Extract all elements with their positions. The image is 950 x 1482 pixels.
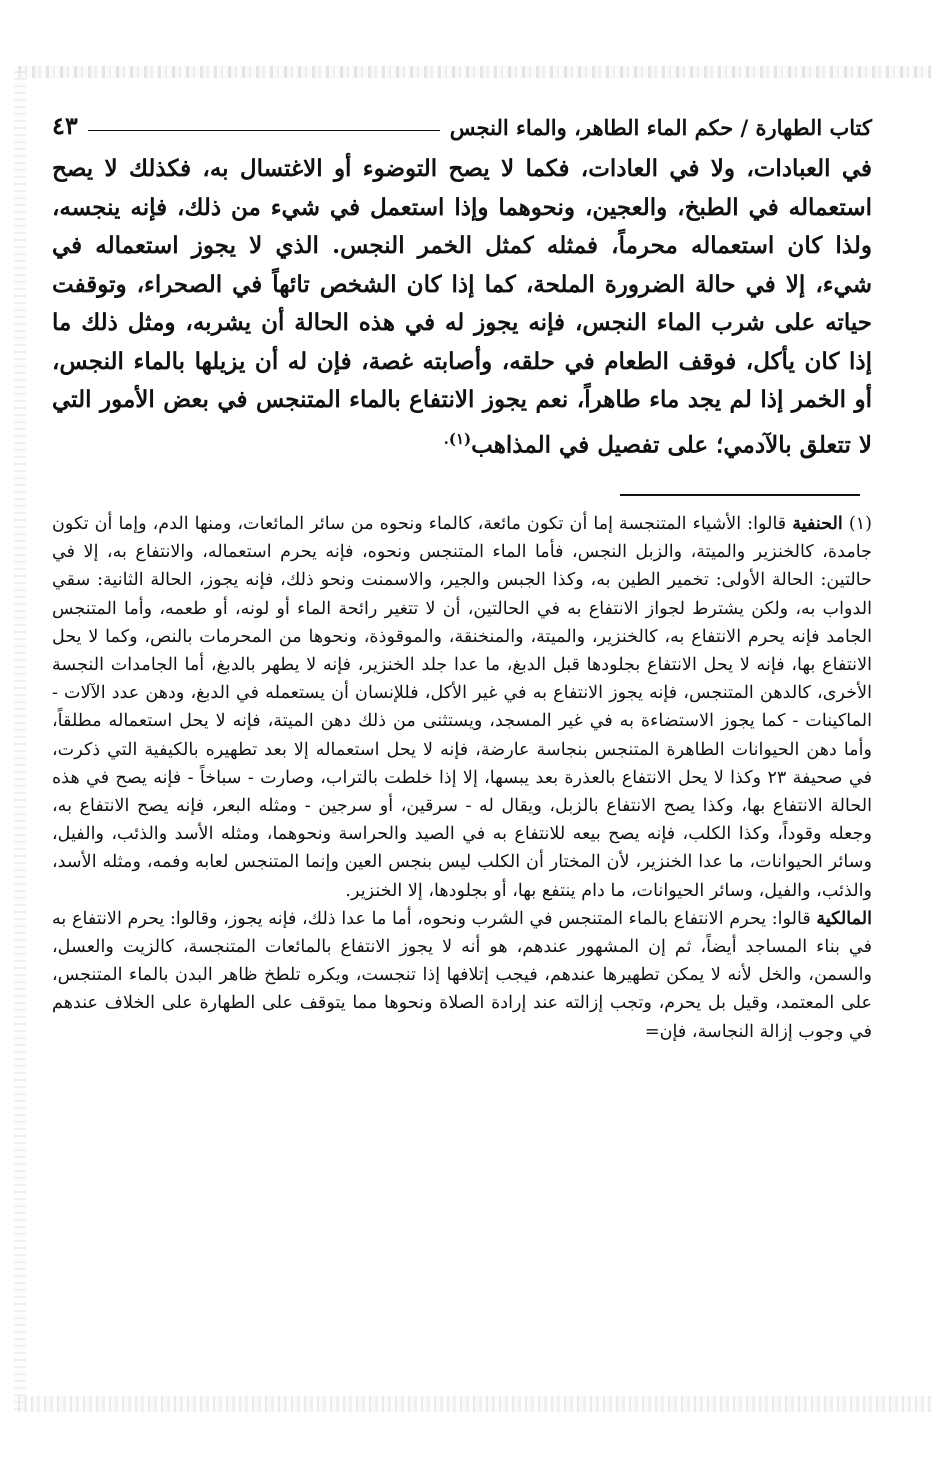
footnote-reference: (١). [443, 429, 472, 448]
main-paragraph [52, 150, 872, 465]
scan-noise-left [14, 70, 26, 1410]
running-header [52, 100, 872, 140]
page-number: ٤٣ [52, 111, 78, 140]
header-title: كتاب الطهارة / حكم الماء الطاهر، والماء النجس [449, 115, 872, 140]
header-rule [88, 130, 440, 131]
footnote-separator [620, 494, 860, 496]
footnote-hanafi-paragraph [52, 510, 872, 905]
main-paragraph-text: في العبادات، ولا في العادات، فكما لا يصح التوضوء أو الاغتسال به، فكذلك لا يصح استعماله في الطبخ، والعجين، ونحوهما وإذا استعمل في شيء من ذلك، فإنه ينجسه، ولذا كان استعماله محرماً، فمثله كمثل الخمر النجس. الذي لا يجوز استعماله في شيء، إلا في حالة الضرورة الملحة، كما إذا كان الشخص تائهاً في الصحراء، وتوقفت حياته على شرب الماء النجس، فإنه يجوز له في هذه الحالة أن يشربه، ومثل ذلك ما إذا كان يأكل، فوقف الطعام في حلقه، وأصابته غصة، فإن له أن يزيلها بالماء النجس، أو الخمر إذا لم يجد ماء طاهراً، نعم يجوز الانتفاع بالماء المتنجس في بعض الأمور التي لا تتعلق بالآدمي؛ على تفصيل في المذاهب [52, 155, 872, 459]
continuation-mark: = [644, 1021, 660, 1042]
maliki-label: المالكية [816, 907, 873, 929]
hanafi-text: قالوا: الأشياء المتنجسة إما أن تكون مائعة، كالماء ونحوه من سائر المائعات، ومنها الدم، وإما أن تكون جامدة، كالخنزير والميتة، والزبل النجس، فأما الماء المتنجس ونحوه، فإنه يحرم استعماله، والانتفاع به، إلا في حالتين: الحالة الأولى: تخمير الطين به، وكذا الجبس والجير، والاسمنت ونحو ذلك، فإنه يجوز، الحالة الثانية: سقي الدواب به، ولكن يشترط لجواز الانتفاع به في الحالتين، أن لا تتغير رائحة الماء أو لونه، أو طعمه، وأما المتنجس الجامد فإنه يحرم الانتفاع به، كالخنزير، والميتة، والمنخنقة، والموقوذة، ونحوها من المحرمات بالنص، وكما لا يحل الانتفاع بها، فإنه لا يحل الانتفاع بجلودها قبل الدبغ، ما عدا جلد الخنزير، فإنه لا يطهر بالدبغ، أما الجامدات النجسة الأخرى، كالدهن المتنجس، فإنه يجوز الانتفاع به في غير الأكل، فللإنسان أن يستعمله في الدبغ، ودهن عدد الآلات - الماكينات - كما يجوز الاستضاءة به في غير المسجد، ويستثنى من ذلك دهن الميتة، فإنه لا يحل استعماله مطلقاً، وأما دهن الحيوانات الطاهرة المتنجس بنجاسة عارضة، فإنه لا يحل استعماله إلا بعد تطهيره بالكيفية التي ذكرت، في صحيفة ٢٣ وكذا لا يحل الانتفاع بالعذرة بعد يبسها، إلا إذا خلطت بالتراب، وصارت - سباخاً - فإنه يصح في هذه الحالة الانتفاع بها، وكذا يصح الانتفاع بالزبل، ويقال له - سرقين، أو سرجين - ومثله البعر، فإنه يصح الانتفاع به، وجعله وقوداً، وكذا الكلب، فإنه يصح بيعه للانتفاع به في الصيد والحراسة ونحوهما، ومثله الأسد والذئب، والفيل، وسائر الحيوانات، ما عدا الخنزير، لأن المختار أن الكلب ليس بنجس العين وإنما المتنجس لعابه وفمه، ومثله الأسد، والذئب، والفيل، وسائر الحيوانات، ما دام ينتفع بها، أو بجلودها، إلا الخنزير. [52, 514, 872, 901]
footnote-block [52, 510, 872, 1046]
hanafi-label: الحنفية [792, 513, 843, 534]
main-text-block [52, 150, 872, 465]
scan-noise-bottom [18, 1396, 932, 1412]
footnote-number: (١) [848, 514, 873, 534]
maliki-text: قالوا: يحرم الانتفاع بالماء المتنجس في الشرب ونحوه، أما ما عدا ذلك، فإنه يجوز، وقالوا: يحرم الانتفاع به في بناء المساجد أيضاً، ثم إن المشهور عندهم، هو أنه لا يجوز الانتفاع بالمائعات المتنجسة، كالزيت والعسل، والسمن، والخل لأنه لا يمكن تطهيرها عندهم، فيجب إتلافها إذا تنجست، ويكره تلطخ ظاهر البدن بالماء المتنجس، على المعتمد، وقيل بل يحرم، وتجب إزالته عند إرادة الصلاة ونحوها مما يتوقف على الطهارة على الخلاف عندهم في وجوب إزالة النجاسة، فإن [52, 908, 872, 1042]
scan-noise-top [18, 66, 932, 78]
footnote-maliki-paragraph [52, 905, 872, 1046]
